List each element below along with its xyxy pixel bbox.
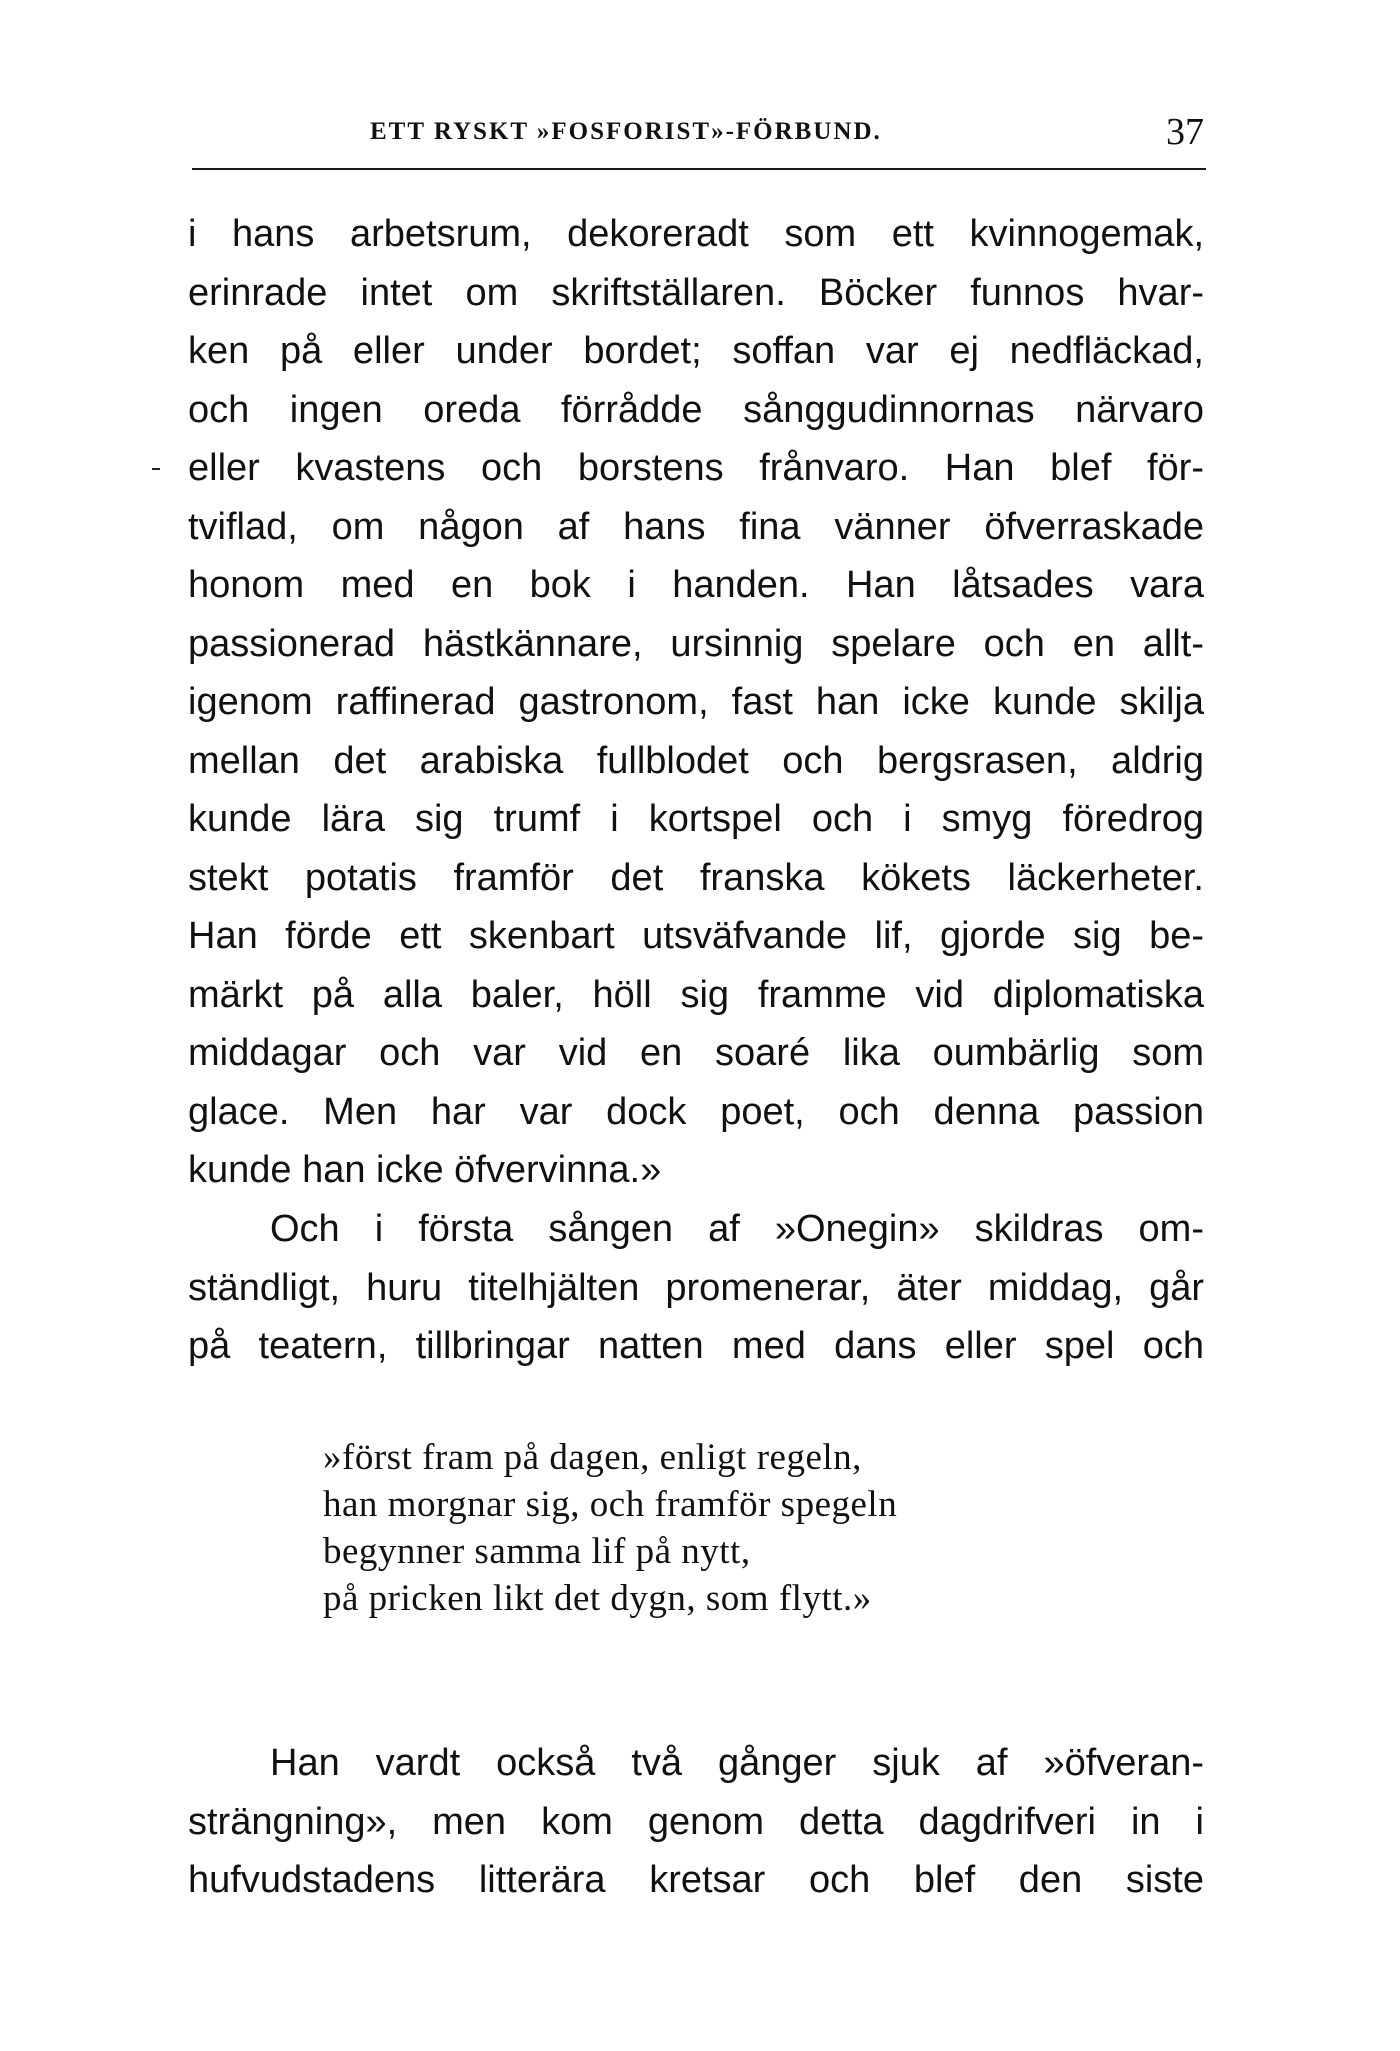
verse-quote	[323, 1434, 1103, 1622]
paragraph-3	[188, 1734, 1204, 1910]
running-title: ETT RYSKT »FOSFORIST»-FÖRBUND.	[370, 118, 882, 145]
text-line: i hans arbetsrum, dekoreradt som ett kvinnogemak,	[188, 213, 1204, 255]
text-line: passionerad hästkännare, ursinnig spelare och en allt-	[188, 622, 1204, 665]
verse-line: på pricken likt det dygn, som flytt.»	[323, 1578, 872, 1619]
text-line: erinrade intet om skriftställaren. Böcker funnos hvar-	[188, 271, 1204, 314]
text-line: Han vardt också två gånger sjuk af »öfveran-	[270, 1742, 1204, 1784]
text-line: hufvudstadens litterära kretsar och blef den siste	[188, 1859, 1204, 1901]
text-line: ständligt, huru titelhjälten promenerar, äter middag, går	[188, 1266, 1204, 1309]
verse-line: han morgnar sig, och framför spegeln	[323, 1484, 898, 1525]
text-line: ken på eller under bordet; soffan var ej nedfläckad,	[188, 330, 1204, 372]
text-line: Han förde ett skenbart utsväfvande lif, gjorde sig be-	[188, 915, 1204, 957]
text-line: igenom raffinerad gastronom, fast han icke kunde skilja	[188, 681, 1204, 723]
text-line: Och i första sången af »Onegin» skildras om-	[270, 1208, 1204, 1250]
paragraph-2	[188, 1200, 1204, 1376]
text-line: och ingen oreda förrådde sånggudinnornas närvaro	[188, 388, 1204, 431]
text-line: honom med en bok i handen. Han låtsades vara	[188, 564, 1204, 606]
text-line: eller kvastens och borstens frånvaro. Han blef för-	[188, 447, 1204, 489]
margin-mark	[152, 468, 160, 470]
verse-line: begynner samma lif på nytt,	[323, 1531, 751, 1572]
text-line: märkt på alla baler, höll sig framme vid diplomatiska	[188, 973, 1204, 1016]
text-line: kunde lära sig trumf i kortspel och i smyg föredrog	[188, 798, 1204, 840]
text-line: stekt potatis framför det franska kökets läckerheter.	[188, 856, 1204, 899]
text-line: kunde han icke öfvervinna.»	[188, 1149, 662, 1191]
text-line: mellan det arabiska fullblodet och bergsrasen, aldrig	[188, 739, 1204, 782]
text-line: tviflad, om någon af hans fina vänner öfverraskade	[188, 505, 1204, 548]
page-number: 37	[1166, 111, 1204, 153]
paragraph-1	[188, 205, 1204, 1200]
running-head	[192, 112, 1204, 158]
text-line: strängning», men kom genom detta dagdrifveri in i	[188, 1800, 1204, 1843]
text-line: middagar och var vid en soaré lika oumbärlig som	[188, 1032, 1204, 1074]
verse-line: »först fram på dagen, enligt regeln,	[323, 1437, 862, 1478]
header-rule	[192, 168, 1206, 170]
text-line: glace. Men har var dock poet, och denna passion	[188, 1090, 1204, 1133]
text-line: på teatern, tillbringar natten med dans eller spel och	[188, 1325, 1204, 1367]
